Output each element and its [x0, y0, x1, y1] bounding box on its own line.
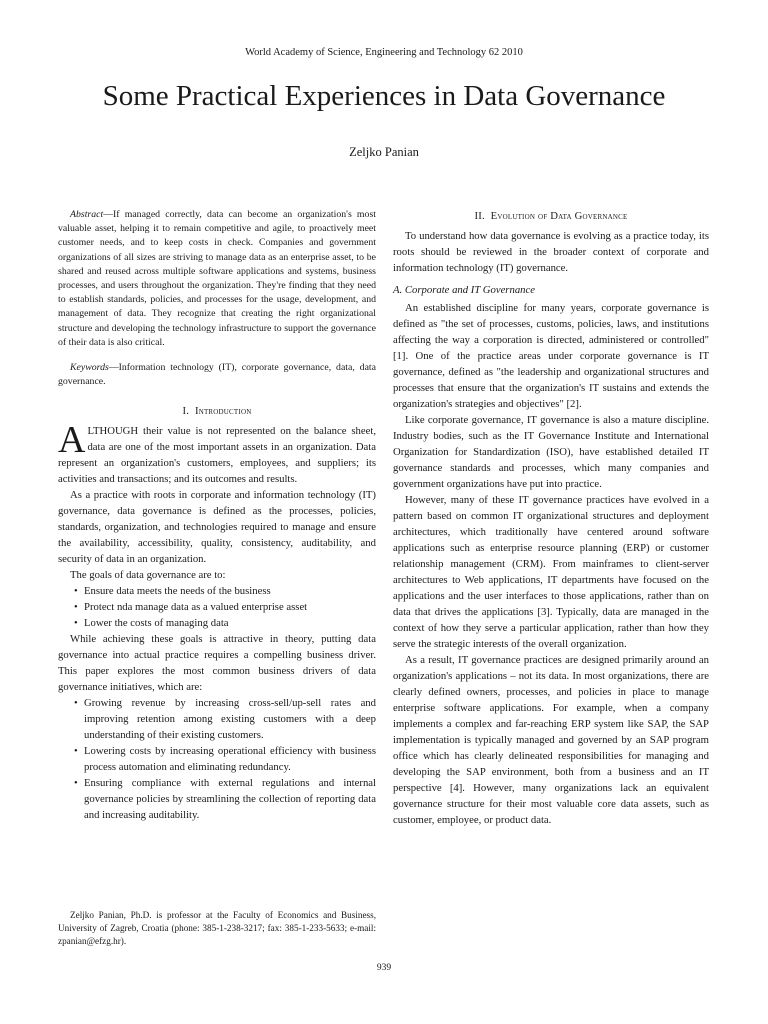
- evolution-paragraph-4: However, many of these IT governance practices have evolved in a pattern based on common IT organizational structures and deployment architectures, which traditionally have centered around software applications such as enterprise resource planning (ERP) or customer relationship management (CRM). From mainframes to client-server architectures to Web applications, IT departments have focused on the applications and the user interfaces to those applications, rather than on data that drives the applications [3]. Typically, data are managed in the context of how they serve a particular application, rather than how they serve the strategic interests of the overall organization.: [393, 494, 709, 650]
- drop-cap: A: [58, 419, 86, 462]
- subsection-a-heading: A. Corporate and IT Governance: [393, 284, 535, 296]
- evolution-paragraph-5: As a result, IT governance practices are designed primarily around an organization's applications – not its data. In most organizations, there are clearly defined owners, processes, and policies in place to manage enterprise software applications. For example, when a company implements a complex and far-reaching ERP system like SAP, the SAP implementation is typically managed and governed by an SAP program office which has clearly delineated responsibilities for managing and developing the SAP environment, both from a business and an IT perspective [4]. However, many organizations lack an equivalent governance structure for their most valuable core data assets, such as customer, employee, or product data.: [393, 654, 709, 826]
- evolution-paragraph-3: Like corporate governance, IT governance is also a mature discipline. Industry bodies, such as the IT Governance Institute and International Organization for Standardization (ISO), have established detailed IT governance standards and processes, which many companies and government organizations have put into practice.: [393, 414, 709, 490]
- goal-item: • Ensure data meets the needs of the business: [76, 583, 376, 599]
- goal-item: • Lower the costs of managing data: [76, 615, 376, 631]
- evolution-paragraph-1: To understand how data governance is evolving as a practice today, its roots should be reviewed in the broader context of corporate and information technology (IT) governance.: [393, 230, 709, 274]
- footnote-text: Zeljko Panian, Ph.D. is professor at the Faculty of Economics and Business, University of Zagreb, Croatia (phone: 385-1-238-3217; fax: 385-1-233-5633; e-mail: zpanian@efzg.hr).: [58, 910, 376, 946]
- keywords-text: —Information technology (IT), corporate governance, data, data governance.: [58, 362, 376, 388]
- journal-header: World Academy of Science, Engineering and Technology 62 2010: [245, 47, 523, 58]
- driver-item: • Lowering costs by increasing operational efficiency with business process automation and eliminating redundancy.: [76, 743, 376, 775]
- right-column: [393, 208, 709, 828]
- page-number: 939: [376, 963, 392, 973]
- left-column: [58, 208, 376, 823]
- paper-title: Some Practical Experiences in Data Governance: [102, 80, 666, 112]
- goals-intro: The goals of data governance are to:: [70, 569, 226, 582]
- goal-item: • Protect nda manage data as a valued enterprise asset: [76, 599, 376, 615]
- goals-list: [58, 583, 376, 631]
- driver-item: • Ensuring compliance with external regulations and internal governance policies by streamlining the collection of reporting data and increasing auditability.: [76, 775, 376, 823]
- section-1-heading: [58, 403, 376, 419]
- section-2-heading: [393, 208, 709, 224]
- intro-paragraph-1: [58, 419, 376, 487]
- keywords: [58, 361, 376, 389]
- section-1-number: I.: [182, 405, 190, 418]
- intro-paragraph-1-text: LTHOUGH their value is not represented on the balance sheet, data are one of the most important assets in an organization. Data represent an organization's customers, employees, and suppliers; its activities and transactions; and its outcomes and results.: [58, 425, 376, 486]
- abstract-text: —If managed correctly, data can become an organization's most valuable asset, helping it to remain competitive and agile, to proactively meet customer needs, and to keep costs in check. Companies and government organizations of all sizes are striving to manage data as an enterprise asset, to be shared and reused across multiple software applications and systems, business processes, and users throughout the organization. They're finding that they need to establish standards, policies, and processes for the usage, development, and management of data. They recognize that creating the right organizational structure and developing the technology infrastructure to support the governance of their data is also critical.: [58, 209, 376, 348]
- section-2-number: II.: [474, 210, 485, 222]
- abstract: [58, 208, 376, 350]
- author-footnote: [58, 909, 376, 948]
- intro-paragraph-3: While achieving these goals is attractive in theory, putting data governance into actual practice requires a compelling business driver. This paper explores the most common business drivers of data governance initiatives, which are:: [58, 633, 376, 694]
- abstract-label: Abstract: [70, 209, 104, 220]
- driver-item: • Growing revenue by increasing cross-sell/up-sell rates and improving retention among existing customers with a deep understanding of their existing customers.: [76, 695, 376, 743]
- evolution-paragraph-2: An established discipline for many years, corporate governance is defined as "the set of processes, customs, policies, laws, and institutions affecting the way a corporation is directed, administered or controlled" [1]. One of the practice areas under corporate governance is IT governance, defined as "the leadership and organizational structures and processes that ensure that the organization's IT sustains and extends the organization's strategies and objectives" [2].: [393, 302, 709, 410]
- section-1-title: Introduction: [194, 405, 252, 418]
- section-2-title: Evolution of Data Governance: [490, 210, 628, 222]
- keywords-label: Keywords: [70, 362, 109, 374]
- author-name: Zeljko Panian: [349, 145, 419, 159]
- intro-paragraph-2: As a practice with roots in corporate and information technology (IT) governance, data governance is defined as the processes, policies, standards, organization, and technologies required to manage and ensure the availability, accessibility, quality, consistency, auditability, and security of data in an organization.: [58, 489, 376, 566]
- drivers-list: [58, 695, 376, 823]
